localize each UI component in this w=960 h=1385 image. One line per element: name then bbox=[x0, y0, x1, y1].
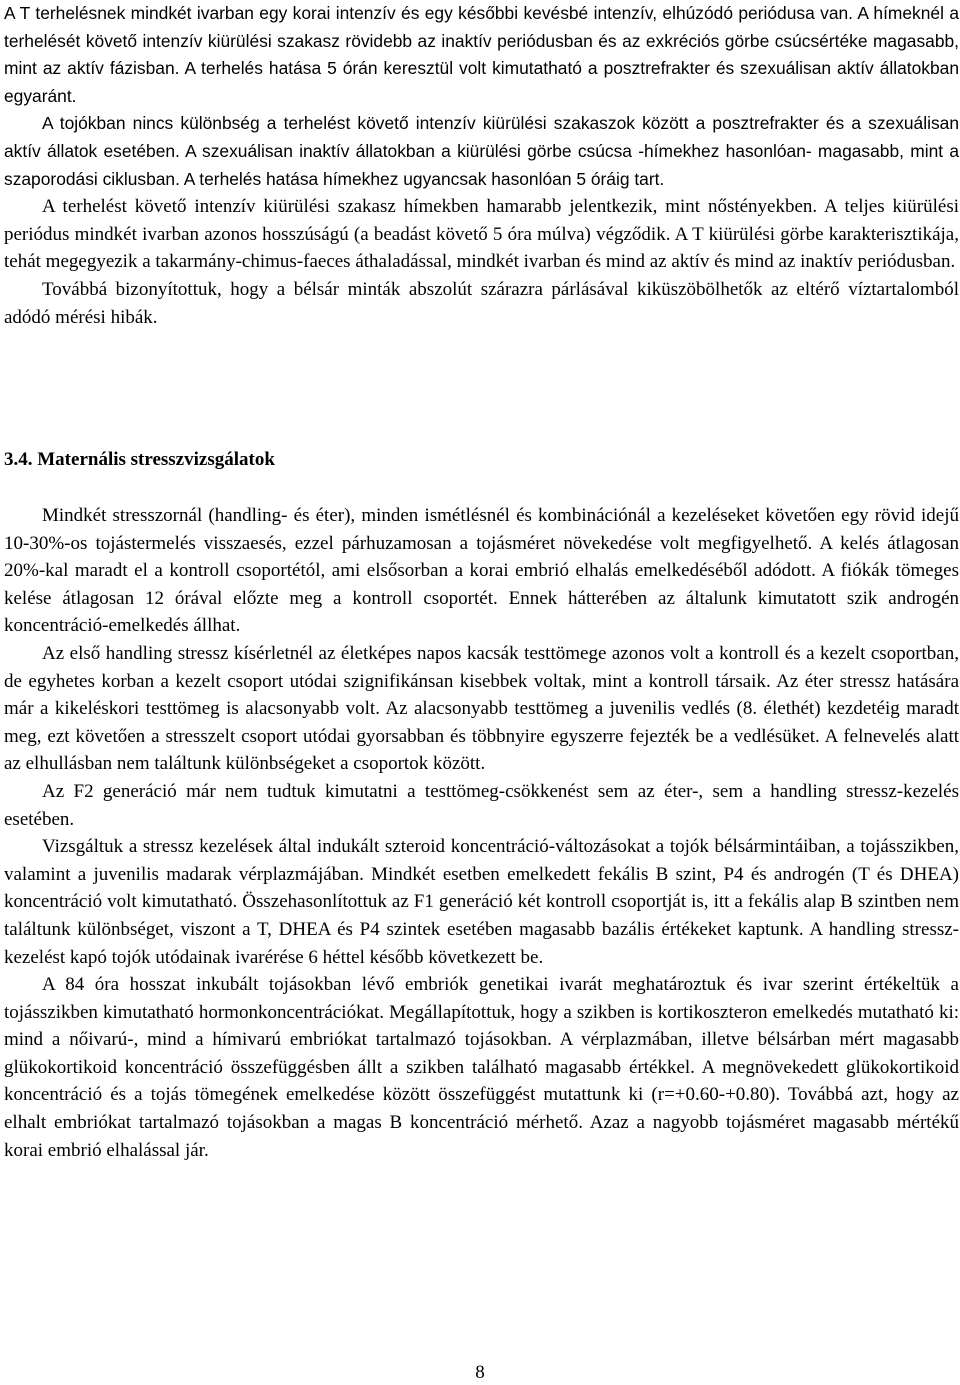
section-heading-maternal-stress: 3.4. Maternális stresszvizsgálatok bbox=[4, 449, 275, 470]
closing-paragraph-block bbox=[4, 276, 959, 331]
paragraph-t-load-intro: A T terhelésnek mindkét ivarban egy korai intenzív és egy későbbi kevésbé intenzív, elhúzódó periódusa van. A hímeknél a terhelését követő intenzív kiürülési szakasz rövidebb az inaktív periódusban és az exkréciós görbe csúcsértéke magasabb, mint az aktív fázisban. A terhelés hatása 5 órán keresztül volt kimutatható a posztrefrakter és szexuálisan aktív állatokban egyaránt. bbox=[4, 3, 959, 106]
paragraph-steroid-changes: Vizsgáltuk a stressz kezelések által indukált szteroid koncentráció-változásokat a tojók bélsármintáiban, a tojásszikben, valamint a juvenilis madarak vérplazmájában. Mindkét esetben emelkedett fekális B szint, P4 és androgén (T és DHEA) koncentráció volt kimutatható. Összehasonlítottuk az F1 generáció két kontroll csoportját is, itt a fekális alap B szintben nem találtunk különbséget, viszont a T, DHEA és P4 szintek esetében magasabb bazális értékeket kaptunk. A handling stressz-kezelést kapó tojók utódainak ivarérése 6 héttel később következett be. bbox=[4, 836, 959, 968]
section-body bbox=[4, 502, 959, 1164]
paragraph-drying-method: Továbbá bizonyítottuk, hogy a bélsár minták abszolút szárazra párlásával kiküszöbölhetők az eltérő víztartalomból adódó mérési hibák. bbox=[4, 279, 959, 328]
paragraph-stressors-egg-production: Mindkét stresszornál (handling- és éter), minden ismétlésnél és kombinációnál a kezeléseket követően egy rövid idejű 10-30%-os tojástermelés visszaesés, ezzel párhuzamosan a tojásméret növekedése volt megfigyelhető. A kelés átlagosan 20%-kal maradt el a kontroll csoportétól, ami elsősorban a korai embrió elhalás emelkedéséből adódott. A fiókák tömeges kelése átlagosan 12 órával előzte meg a kontroll csoportét. Ennek hátterében az általunk kimutatott szik androgén koncentráció-emelkedés állhat. bbox=[4, 505, 959, 637]
paragraph-load-comparison: A terhelést követő intenzív kiürülési szakasz hímekben hamarabb jelentkezik, mint nőstényekben. A teljes kiürülési periódus mindkét ivarban azonos hosszúságú (a beadást követő 5 óra múlva) végződik. A T kiürülési görbe karakterisztikája, tehát megegyezik a takarmány-chimus-faeces áthaladással, mindkét ivarban és mind az aktív és mind az inaktív periódusban. bbox=[4, 196, 959, 273]
paragraph-embryo-sex-hormones: A 84 óra hosszat inkubált tojásokban lévő embriók genetikai ivarát meghatároztuk és ivar szerint értékeltük a tojásszikben kimutatható hormonkoncentrációkat. Megállapítottuk, hogy a szikben is kortikoszteron emelkedés mutatható ki: mind a nőivarú-, mind a hímivarú embriókat tartalmazó tojásokban. A vérplazmában, illetve bélsárban mért magasabb glükokortikoid koncentráció összefüggésben állt a szikben található magasabb értékkel. A megnövekedett glükokortikoid koncentráció és a tojás tömegének emelkedése között összefüggést mutattunk ki (r=+0.60-+0.80). Továbbá azt, hogy az elhalt embriókat tartalmazó tojásokban a magas B koncentráció mérhető. Azaz a nagyobb tojásméret magasabb mértékű korai embrió elhalással jár. bbox=[4, 974, 959, 1161]
top-paragraphs-block bbox=[4, 0, 959, 276]
paragraph-handling-body-weight: Az első handling stressz kísérletnél az életképes napos kacsák testtömege azonos volt a kontroll és a kezelt csoportban, de egyhetes korban a kezelt csoport utódai szignifikánsan kisebbek voltak, mint a kontroll társaik. Az éter stressz hatására már a kikeléskori testtömeg is alacsonyabb volt. Az alacsonyabb testtömeg a juvenilis vedlés (8. élethét) kezdetéig maradt meg, ezt követően a stresszelt csoport utódai gyorsabban és többnyire egyszerre fejezték be a vedlésüket. A felnevelés alatt az elhullásban nem találtunk különbségeket a csoportok között. bbox=[4, 642, 959, 775]
paragraph-females-load: A tojókban nincs különbség a terhelést követő intenzív kiürülési szakaszok között a posztrefrakter és a szexuálisan aktív állatok esetében. A szexuálisan inaktív állatokban a kiürülési görbe csúcsa -hímekhez hasonlóan- magasabb, mint a szaporodási ciklusban. A terhelés hatása hímekhez ugyancsak hasonlóan 5 óráig tart. bbox=[4, 113, 959, 189]
paragraph-f2-generation: Az F2 generáció már nem tudtuk kimutatni a testtömeg-csökkenést sem az éter-, sem a handling stressz-kezelés esetében. bbox=[4, 780, 959, 830]
page-number: 8 bbox=[475, 1362, 485, 1383]
